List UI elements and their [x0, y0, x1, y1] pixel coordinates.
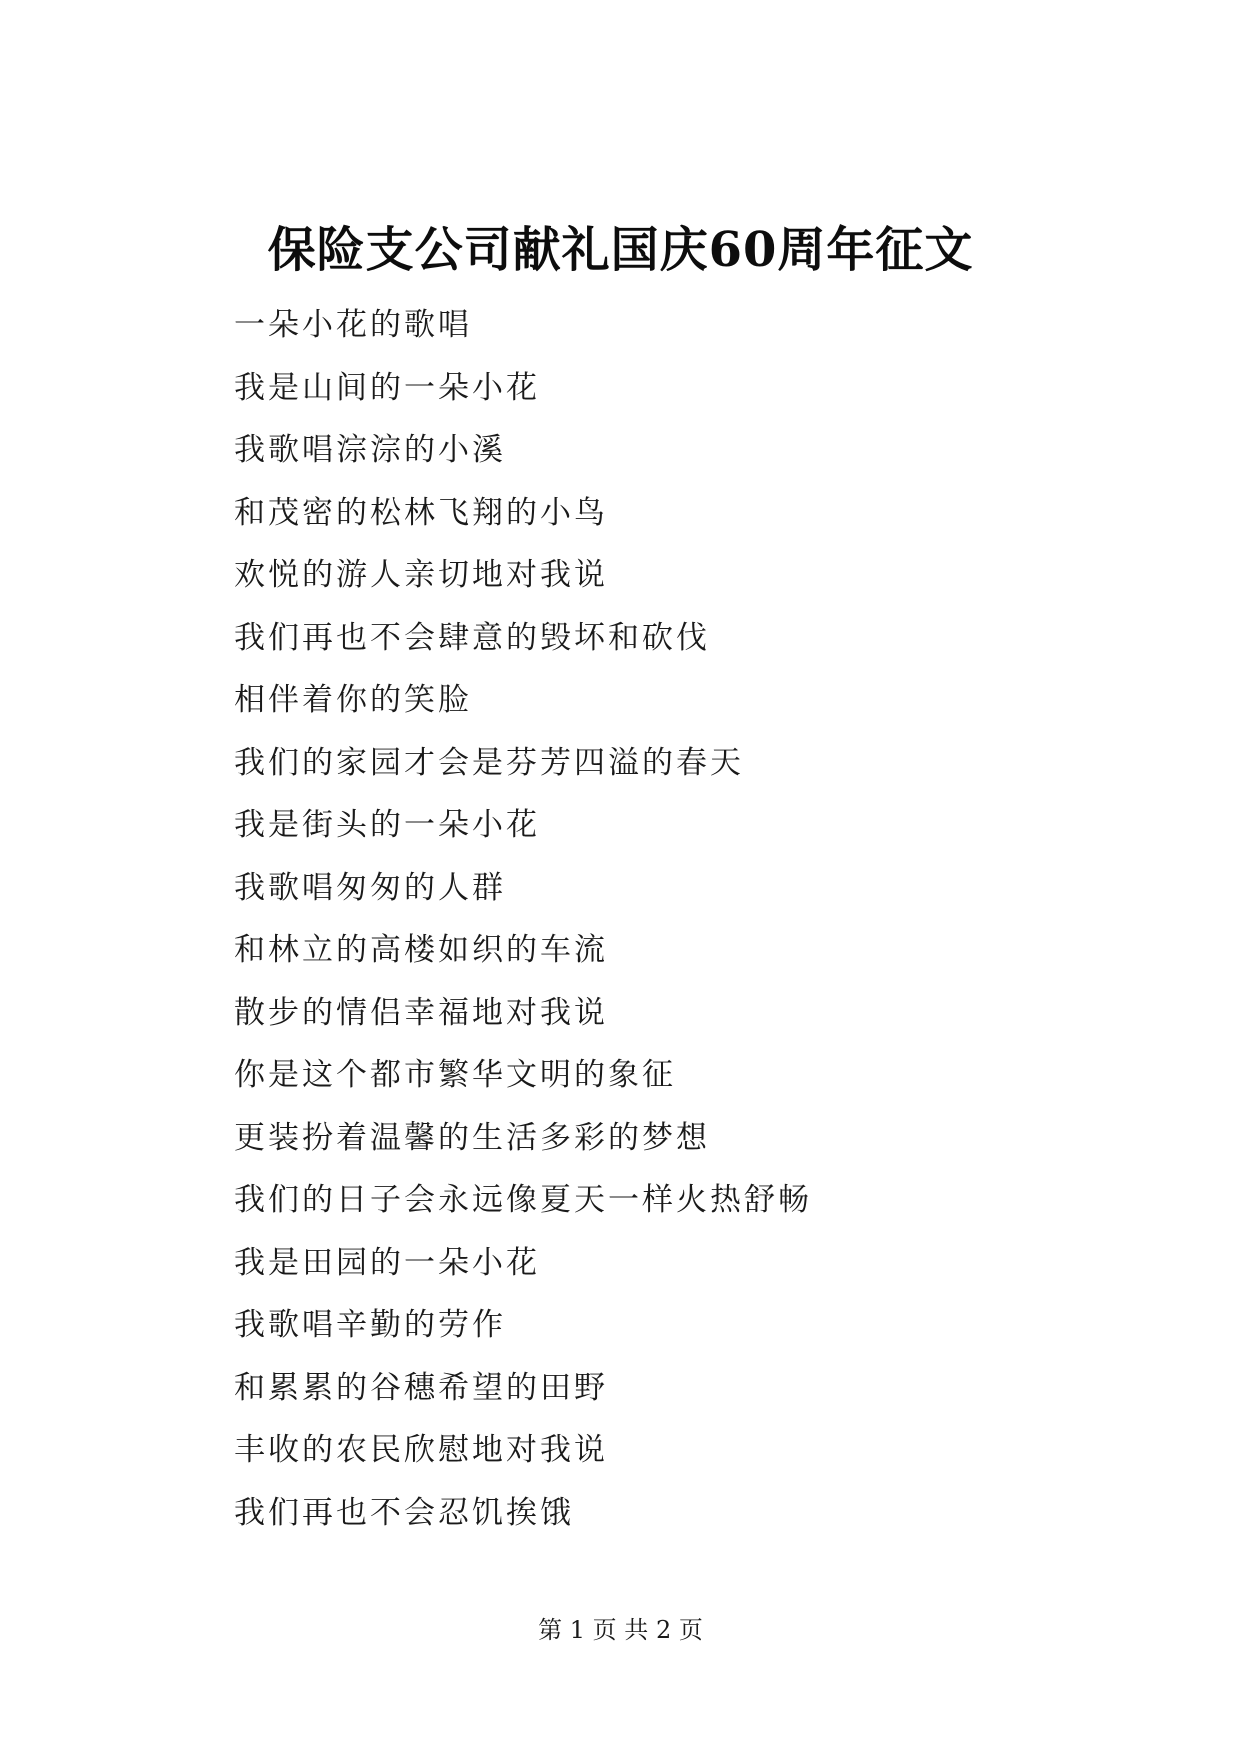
poem-line: 欢悦的游人亲切地对我说 — [234, 557, 608, 593]
poem-line: 更装扮着温馨的生活多彩的梦想 — [234, 1119, 710, 1156]
poem-line: 我们再也不会忍饥挨饿 — [234, 1494, 574, 1531]
poem-line: 我们的日子会永远像夏天一样火热舒畅 — [234, 1182, 812, 1218]
poem-line: 我是街头的一朵小花 — [234, 807, 540, 843]
poem-line: 散步的情侣幸福地对我说 — [234, 994, 608, 1031]
poem-line: 我歌唱辛勤的劳作 — [234, 1307, 506, 1343]
poem-line: 我是田园的一朵小花 — [234, 1244, 540, 1281]
poem-line: 丰收的农民欣慰地对我说 — [234, 1432, 608, 1468]
poem-line: 你是这个都市繁华文明的象征 — [234, 1057, 676, 1093]
poem-line: 我歌唱淙淙的小溪 — [234, 432, 506, 468]
poem-line: 我歌唱匆匆的人群 — [234, 869, 506, 906]
poem-line: 我们的家园才会是芬芳四溢的春天 — [234, 744, 744, 781]
poem-line: 我们再也不会肆意的毁坏和砍伐 — [234, 619, 710, 656]
poem-line: 和茂密的松林飞翔的小鸟 — [234, 494, 608, 531]
poem-line: 一朵小花的歌唱 — [234, 307, 472, 343]
poem-line: 我是山间的一朵小花 — [234, 369, 540, 406]
document-title: 保险支公司献礼国庆60周年征文 — [267, 222, 974, 278]
page-number-footer: 第 1 页 共 2 页 — [538, 1616, 703, 1644]
poem-line: 相伴着你的笑脸 — [234, 682, 472, 718]
poem-line: 和累累的谷穗希望的田野 — [234, 1369, 608, 1406]
poem-body — [234, 294, 1134, 1544]
poem-line: 和林立的高楼如织的车流 — [234, 932, 608, 968]
